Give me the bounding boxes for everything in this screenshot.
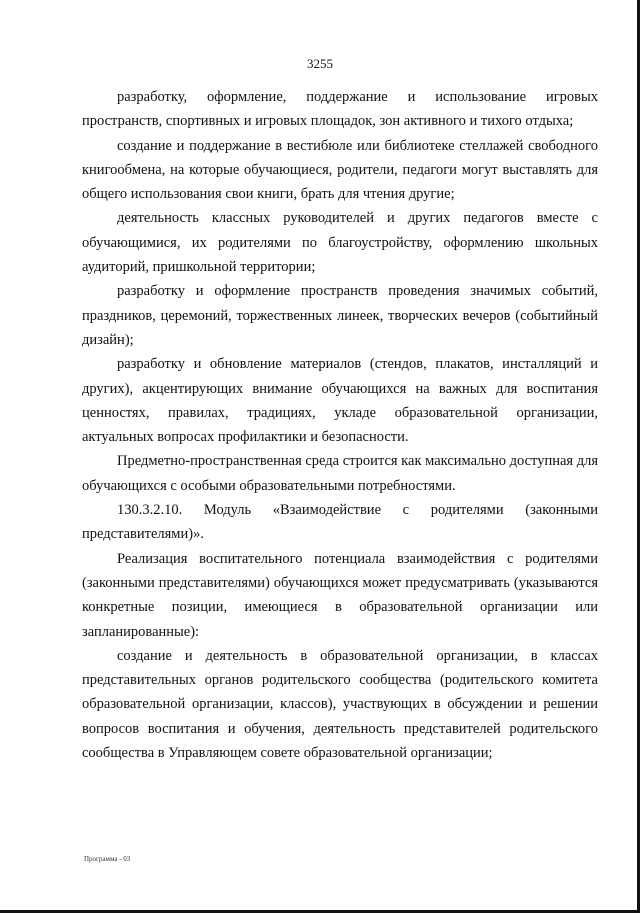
paragraph-parent-interaction: Реализация воспитательного потенциала взаимодействия с родителями (законными представителями) обучающихся может предусматривать (указываются конкретные позиции, имеющиеся в образовательной организации или запланированные): [82,550,598,640]
paragraph-play-spaces: разработку, оформление, поддержание и использование игровых пространств, спортивных и игровых площадок, зон активного и тихого отдыха; [82,89,598,130]
paragraph-parent-bodies: создание и деятельность в образовательной организации, в классах представительных органов родительского сообщества (родительского комитета образовательной организации, классов), участвующих в обсуждении и решении вопросов воспитания и обучения, деятельность представителей родительского сообщества в Управляющем совете образовательной организации; [82,647,598,762]
page-number: 3255 [307,56,333,71]
paragraph-materials: разработку и обновление материалов (стендов, плакатов, инсталляций и других), акцентирующих внимание обучающихся на важных для воспитания ценностях, правилах, традициях, укладе образовательной организации, актуальных вопросах профилактики и безопасности. [82,356,598,446]
paragraph-class-teachers: деятельность классных руководителей и других педагогов вместе с обучающимися, их родителями по благоустройству, оформлению школьных аудиторий, пришкольной территории; [82,210,598,276]
paragraph-book-exchange: создание и поддержание в вестибюле или библиотеке стеллажей свободного книгообмена, на которые обучающиеся, родители, педагоги могут выставлять для общего использования свои книги, брать для чтения другие; [82,137,598,203]
paragraph-event-design: разработку и оформление пространств проведения значимых событий, праздников, церемоний, торжественных линеек, творческих вечеров (событийный дизайн); [82,283,598,348]
footer-note: Программа - 03 [84,855,131,863]
section-heading-module: 130.3.2.10. Модуль «Взаимодействие с родителями (законными представителями)». [82,502,598,543]
document-body [82,85,598,765]
paragraph-accessible-environment: Предметно-пространственная среда строится как максимально доступная для обучающихся с особыми образовательными потребностями. [82,453,598,494]
